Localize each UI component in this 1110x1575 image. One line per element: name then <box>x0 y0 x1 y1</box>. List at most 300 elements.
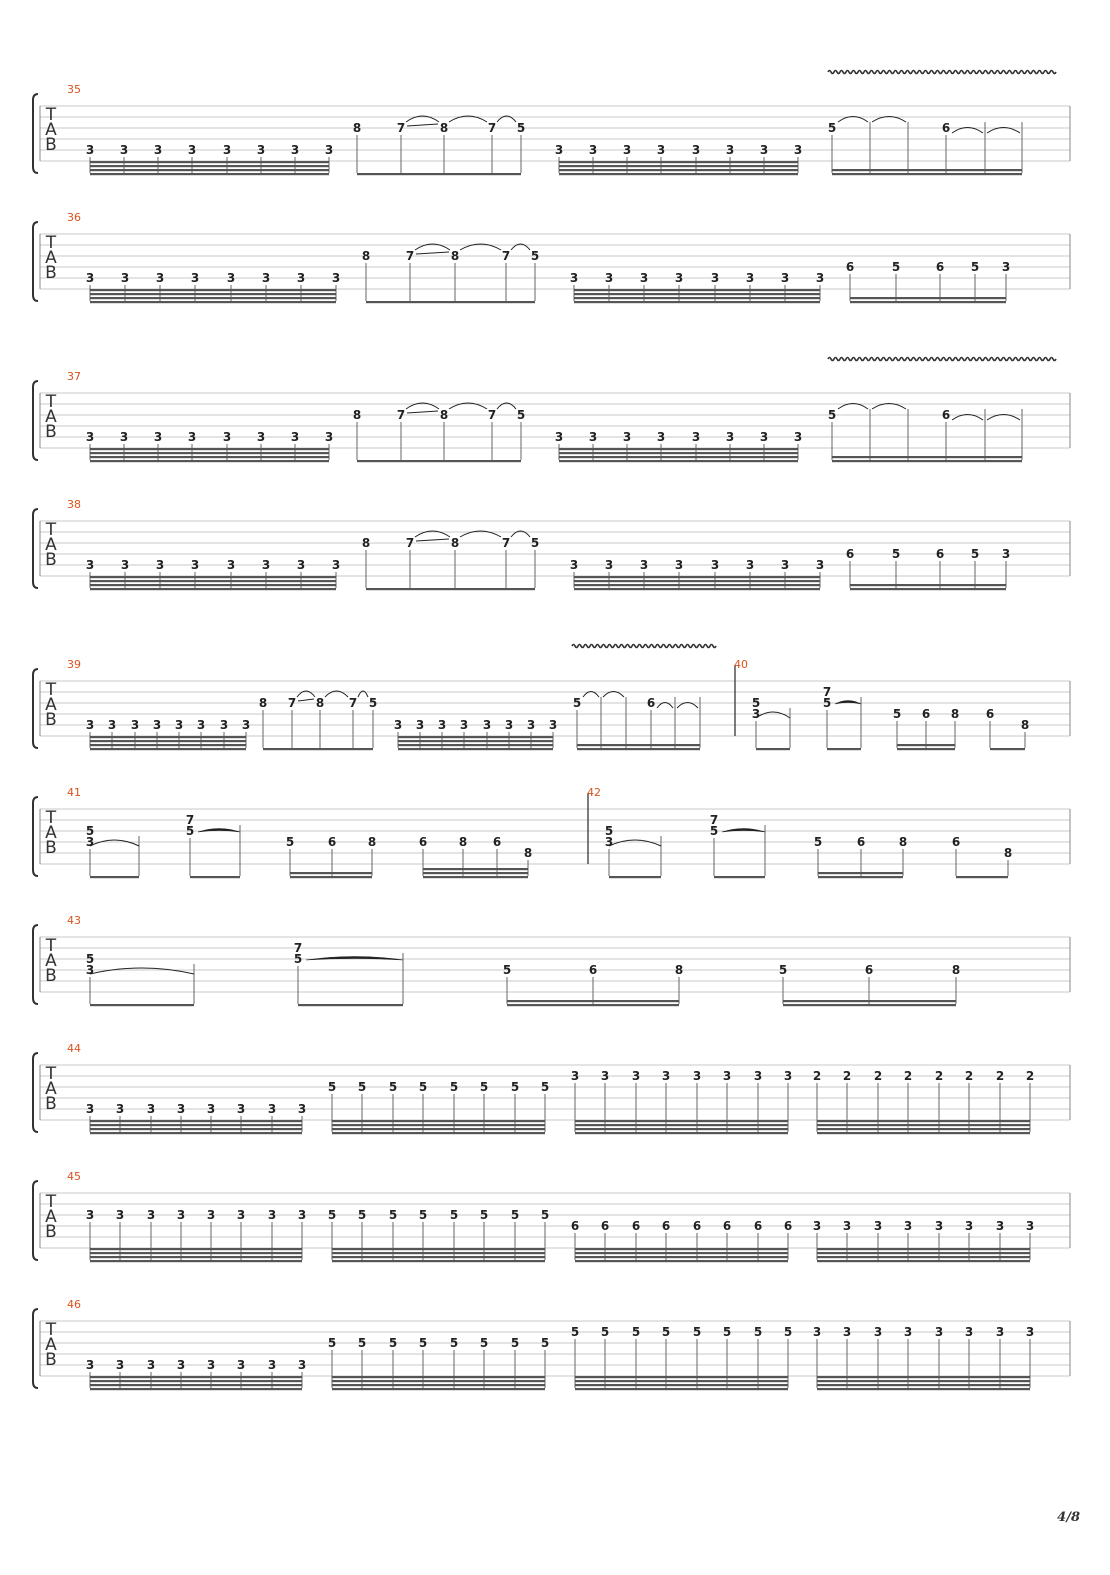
fret-number: 5 <box>827 121 837 135</box>
beam <box>332 1124 545 1126</box>
beam <box>90 740 246 742</box>
beam <box>398 740 553 742</box>
fret-number: 3 <box>331 271 341 285</box>
beam <box>756 748 790 750</box>
fret-number: 3 <box>152 718 162 732</box>
beam <box>559 169 798 171</box>
beam <box>559 460 798 462</box>
beam <box>366 588 535 590</box>
fret-number: 5 <box>327 1208 337 1222</box>
fret-number: 6 <box>418 835 428 849</box>
beam <box>783 1000 956 1002</box>
beam <box>90 173 329 175</box>
measure-number: 37 <box>67 370 81 383</box>
beam <box>90 293 336 295</box>
fret-number: 3 <box>710 558 720 572</box>
page-number: 4/8 <box>1057 1510 1080 1525</box>
fret-number: 7 <box>396 408 406 422</box>
fret-number: 5 <box>540 1336 550 1350</box>
beam <box>90 744 246 746</box>
fret-number: 7 <box>396 121 406 135</box>
measure-number: 40 <box>734 658 748 671</box>
tab-clef-icon: B <box>45 422 57 442</box>
system-bracket-icon <box>33 797 38 876</box>
vibrato-icon <box>828 71 1056 74</box>
tab-clef-icon: A <box>45 1207 57 1227</box>
tab-clef-icon: A <box>45 407 57 427</box>
fret-number: 3 <box>639 271 649 285</box>
beam <box>90 1120 302 1122</box>
beam <box>90 452 329 454</box>
beam <box>398 748 553 750</box>
fret-number: 3 <box>176 1102 186 1116</box>
fret-number: 3 <box>190 558 200 572</box>
fret-number: 3 <box>622 430 632 444</box>
beam <box>609 876 661 878</box>
tab-clef-icon: T <box>45 1320 57 1340</box>
fret-number: 5 <box>661 1325 671 1339</box>
beam <box>577 744 700 746</box>
measure-number: 35 <box>67 83 81 96</box>
system-bracket-icon <box>33 669 38 748</box>
fret-number: 3 <box>793 430 803 444</box>
tab-clef-icon: T <box>45 520 57 540</box>
tab-clef-icon: B <box>45 966 57 986</box>
fret-number: 6 <box>935 547 945 561</box>
system-bracket-icon <box>33 925 38 1004</box>
fret-number: 3 <box>639 558 649 572</box>
fret-number: 3 <box>236 1358 246 1372</box>
beam <box>817 1120 1030 1122</box>
fret-number: 5 <box>631 1325 641 1339</box>
fret-number: 3 <box>588 430 598 444</box>
beam <box>507 1000 679 1002</box>
fret-number: 7 <box>501 249 511 263</box>
fret-number: 8 <box>951 963 961 977</box>
beam <box>398 736 553 738</box>
fret-number: 3 <box>903 1219 913 1233</box>
fret-number: 5 <box>418 1336 428 1350</box>
fret-number: 3 <box>759 430 769 444</box>
slide-line <box>407 411 438 413</box>
fret-number: 3 <box>815 271 825 285</box>
fret-number: 3 <box>267 1102 277 1116</box>
fret-number: 3 <box>174 718 184 732</box>
beam <box>507 1004 679 1006</box>
fret-number: 8 <box>950 707 960 721</box>
fret-number: 3 <box>656 143 666 157</box>
fret-number: 3 <box>85 143 95 157</box>
beam <box>574 576 820 578</box>
fret-number: 6 <box>935 260 945 274</box>
fret-number: 7 <box>405 536 415 550</box>
fret-number: 5 <box>970 547 980 561</box>
tab-clef-icon: T <box>45 936 57 956</box>
beam <box>574 289 820 291</box>
fret-number: 5 <box>479 1208 489 1222</box>
beam <box>423 872 528 874</box>
fret-number: 7 <box>348 696 358 710</box>
fret-number: 3 <box>526 718 536 732</box>
fret-number: 5 <box>327 1080 337 1094</box>
tab-clef-icon: T <box>45 1064 57 1084</box>
beam <box>832 169 1022 171</box>
beam <box>90 1384 302 1386</box>
beam <box>714 876 765 878</box>
beam <box>332 1256 545 1258</box>
fret-number: 3 <box>324 430 334 444</box>
fret-number: 8 <box>439 121 449 135</box>
beam <box>575 1376 788 1378</box>
fret-number: 3 <box>995 1325 1005 1339</box>
fret-number: 3 <box>1025 1325 1035 1339</box>
fret-number: 3 <box>222 430 232 444</box>
fret-number: 6 <box>985 707 995 721</box>
fret-number: 5 <box>285 835 295 849</box>
fret-number: 3 <box>722 1069 732 1083</box>
beam <box>817 1384 1030 1386</box>
fret-number: 3 <box>85 718 95 732</box>
beam <box>574 588 820 590</box>
beam <box>90 460 329 462</box>
slide-line <box>416 252 449 254</box>
measure-number: 36 <box>67 211 81 224</box>
fret-number: 3 <box>85 1358 95 1372</box>
fret-number: 3 <box>604 835 614 849</box>
beam <box>575 1260 788 1262</box>
fret-number: 3 <box>674 558 684 572</box>
fret-number: 3 <box>85 835 95 849</box>
system-bracket-icon <box>33 1309 38 1388</box>
fret-number: 3 <box>604 558 614 572</box>
system-bracket-icon <box>33 381 38 460</box>
measure-number: 44 <box>67 1042 81 1055</box>
fret-number: 7 <box>501 536 511 550</box>
fret-number: 5 <box>388 1336 398 1350</box>
fret-number: 5 <box>449 1080 459 1094</box>
beam <box>290 876 372 878</box>
fret-number: 3 <box>130 718 140 732</box>
fret-number: 7 <box>822 685 832 699</box>
fret-number: 6 <box>845 547 855 561</box>
fret-number: 3 <box>725 430 735 444</box>
fret-number: 8 <box>258 696 268 710</box>
beam <box>90 1256 302 1258</box>
beam <box>559 165 798 167</box>
beam <box>850 584 1006 586</box>
measure-number: 42 <box>587 786 601 799</box>
fret-number: 2 <box>964 1069 974 1083</box>
fret-number: 8 <box>352 408 362 422</box>
beam <box>575 1132 788 1134</box>
beam <box>90 1380 302 1382</box>
beam <box>783 1004 956 1006</box>
beam <box>90 169 329 171</box>
fret-number: 3 <box>437 718 447 732</box>
fret-number: 5 <box>388 1080 398 1094</box>
fret-number: 3 <box>107 718 117 732</box>
system-bracket-icon <box>33 222 38 301</box>
tab-clef-icon: A <box>45 695 57 715</box>
beam <box>575 1380 788 1382</box>
tab-clef-icon: T <box>45 233 57 253</box>
fret-number: 3 <box>190 271 200 285</box>
beam <box>832 173 1022 175</box>
fret-number: 5 <box>572 696 582 710</box>
fret-number: 3 <box>146 1358 156 1372</box>
beam <box>332 1384 545 1386</box>
tab-clef-icon: A <box>45 535 57 555</box>
measure-number: 45 <box>67 1170 81 1183</box>
beam <box>90 165 329 167</box>
fret-number: 3 <box>691 143 701 157</box>
fret-number: 5 <box>753 1325 763 1339</box>
tab-clef-icon: A <box>45 248 57 268</box>
beam <box>90 289 336 291</box>
fret-number: 5 <box>293 952 303 966</box>
beam <box>332 1252 545 1254</box>
fret-number: 3 <box>934 1219 944 1233</box>
fret-number: 5 <box>502 963 512 977</box>
beam <box>90 297 336 299</box>
fret-number: 8 <box>315 696 325 710</box>
fret-number: 2 <box>934 1069 944 1083</box>
fret-number: 3 <box>692 1069 702 1083</box>
beam <box>817 1388 1030 1390</box>
fret-number: 5 <box>185 824 195 838</box>
fret-number: 2 <box>903 1069 913 1083</box>
beam <box>817 1132 1030 1134</box>
fret-number: 5 <box>891 547 901 561</box>
fret-number: 2 <box>995 1069 1005 1083</box>
beam <box>574 580 820 582</box>
slur-icon <box>90 968 194 974</box>
fret-number: 3 <box>296 558 306 572</box>
fret-number: 5 <box>604 824 614 838</box>
fret-number: 2 <box>812 1069 822 1083</box>
fret-number: 3 <box>656 430 666 444</box>
beam <box>575 1128 788 1130</box>
beam <box>577 748 700 750</box>
fret-number: 6 <box>600 1219 610 1233</box>
beam <box>575 1124 788 1126</box>
fret-number: 5 <box>692 1325 702 1339</box>
beam <box>332 1380 545 1382</box>
beam <box>90 1260 302 1262</box>
fret-number: 3 <box>745 271 755 285</box>
fret-number: 7 <box>287 696 297 710</box>
beam <box>90 1004 194 1006</box>
fret-number: 3 <box>780 271 790 285</box>
tab-clef-icon: A <box>45 1079 57 1099</box>
fret-number: 3 <box>115 1358 125 1372</box>
beam <box>817 1256 1030 1258</box>
beam <box>574 293 820 295</box>
beam <box>850 297 1006 299</box>
beam <box>817 1124 1030 1126</box>
fret-number: 8 <box>523 846 533 860</box>
fret-number: 5 <box>540 1080 550 1094</box>
system-bracket-icon <box>33 1053 38 1132</box>
beam <box>90 448 329 450</box>
fret-number: 3 <box>153 430 163 444</box>
fret-number: 8 <box>450 249 460 263</box>
fret-number: 3 <box>393 718 403 732</box>
fret-number: 3 <box>206 1358 216 1372</box>
fret-number: 3 <box>934 1325 944 1339</box>
fret-number: 3 <box>554 430 564 444</box>
beam <box>90 736 246 738</box>
fret-number: 3 <box>324 143 334 157</box>
fret-number: 3 <box>256 430 266 444</box>
fret-number: 6 <box>941 121 951 135</box>
beam <box>559 161 798 163</box>
fret-number: 8 <box>361 249 371 263</box>
fret-number: 3 <box>206 1102 216 1116</box>
fret-number: 3 <box>331 558 341 572</box>
beam <box>575 1384 788 1386</box>
fret-number: 5 <box>751 696 761 710</box>
tab-clef-icon: B <box>45 838 57 858</box>
fret-number: 6 <box>856 835 866 849</box>
beam <box>832 456 1022 458</box>
fret-number: 6 <box>864 963 874 977</box>
fret-number: 3 <box>459 718 469 732</box>
tab-clef-icon: A <box>45 1335 57 1355</box>
beam <box>575 1256 788 1258</box>
fret-number: 5 <box>600 1325 610 1339</box>
tab-clef-icon: B <box>45 1350 57 1370</box>
system-bracket-icon <box>33 1181 38 1260</box>
fret-number: 3 <box>873 1219 883 1233</box>
fret-number: 3 <box>1001 547 1011 561</box>
beam <box>332 1376 545 1378</box>
beam <box>575 1120 788 1122</box>
fret-number: 5 <box>327 1336 337 1350</box>
beam <box>574 584 820 586</box>
fret-number: 3 <box>206 1208 216 1222</box>
fret-number: 8 <box>450 536 460 550</box>
fret-number: 3 <box>119 430 129 444</box>
fret-number: 3 <box>622 143 632 157</box>
fret-number: 3 <box>548 718 558 732</box>
measure-number: 41 <box>67 786 81 799</box>
fret-number: 2 <box>873 1069 883 1083</box>
measure-number: 46 <box>67 1298 81 1311</box>
beam <box>332 1128 545 1130</box>
fret-number: 3 <box>241 718 251 732</box>
fret-number: 7 <box>487 408 497 422</box>
beam <box>398 744 553 746</box>
fret-number: 6 <box>588 963 598 977</box>
beam <box>357 173 521 175</box>
fret-number: 3 <box>674 271 684 285</box>
fret-number: 3 <box>842 1219 852 1233</box>
fret-number: 6 <box>941 408 951 422</box>
beam <box>575 1248 788 1250</box>
beam <box>423 876 528 878</box>
fret-number: 3 <box>290 430 300 444</box>
beam <box>850 588 1006 590</box>
beam <box>559 452 798 454</box>
fret-number: 3 <box>85 271 95 285</box>
tab-clef-icon: T <box>45 1192 57 1212</box>
fret-number: 3 <box>995 1219 1005 1233</box>
measure-number: 38 <box>67 498 81 511</box>
system-bracket-icon <box>33 94 38 173</box>
beam <box>332 1132 545 1134</box>
beam <box>817 1252 1030 1254</box>
fret-number: 3 <box>604 271 614 285</box>
beam <box>818 876 903 878</box>
fret-number: 3 <box>600 1069 610 1083</box>
fret-number: 3 <box>222 143 232 157</box>
fret-number: 5 <box>970 260 980 274</box>
beam <box>559 173 798 175</box>
fret-number: 3 <box>290 143 300 157</box>
fret-number: 5 <box>827 408 837 422</box>
fret-number: 5 <box>892 707 902 721</box>
fret-number: 5 <box>85 824 95 838</box>
tab-clef-icon: T <box>45 105 57 125</box>
fret-number: 3 <box>236 1102 246 1116</box>
tab-clef-icon: A <box>45 823 57 843</box>
fret-number: 3 <box>155 558 165 572</box>
fret-number: 6 <box>951 835 961 849</box>
fret-number: 5 <box>822 696 832 710</box>
fret-number: 5 <box>530 536 540 550</box>
fret-number: 3 <box>296 271 306 285</box>
fret-number: 6 <box>661 1219 671 1233</box>
slide-line <box>416 539 449 541</box>
system-bracket-icon <box>33 509 38 588</box>
fret-number: 8 <box>439 408 449 422</box>
fret-number: 5 <box>357 1080 367 1094</box>
fret-number: 3 <box>504 718 514 732</box>
fret-number: 3 <box>812 1325 822 1339</box>
fret-number: 3 <box>1001 260 1011 274</box>
fret-number: 5 <box>479 1080 489 1094</box>
fret-number: 3 <box>759 143 769 157</box>
fret-number: 3 <box>236 1208 246 1222</box>
beam <box>817 1376 1030 1378</box>
fret-number: 7 <box>709 813 719 827</box>
vibrato-icon <box>828 358 1056 361</box>
fret-number: 3 <box>176 1208 186 1222</box>
fret-number: 3 <box>297 1102 307 1116</box>
fret-number: 8 <box>458 835 468 849</box>
beam <box>298 1004 403 1006</box>
fret-number: 3 <box>115 1208 125 1222</box>
fret-number: 5 <box>449 1208 459 1222</box>
fret-number: 3 <box>661 1069 671 1083</box>
fret-number: 5 <box>709 824 719 838</box>
fret-number: 3 <box>226 271 236 285</box>
fret-number: 3 <box>155 271 165 285</box>
fret-number: 5 <box>516 121 526 135</box>
beam <box>90 1376 302 1378</box>
fret-number: 3 <box>745 558 755 572</box>
beam <box>90 161 329 163</box>
fret-number: 3 <box>85 1102 95 1116</box>
fret-number: 5 <box>418 1080 428 1094</box>
fret-number: 3 <box>119 143 129 157</box>
fret-number: 5 <box>722 1325 732 1339</box>
fret-number: 5 <box>540 1208 550 1222</box>
fret-number: 5 <box>388 1208 398 1222</box>
fret-number: 3 <box>569 271 579 285</box>
beam <box>90 1124 302 1126</box>
